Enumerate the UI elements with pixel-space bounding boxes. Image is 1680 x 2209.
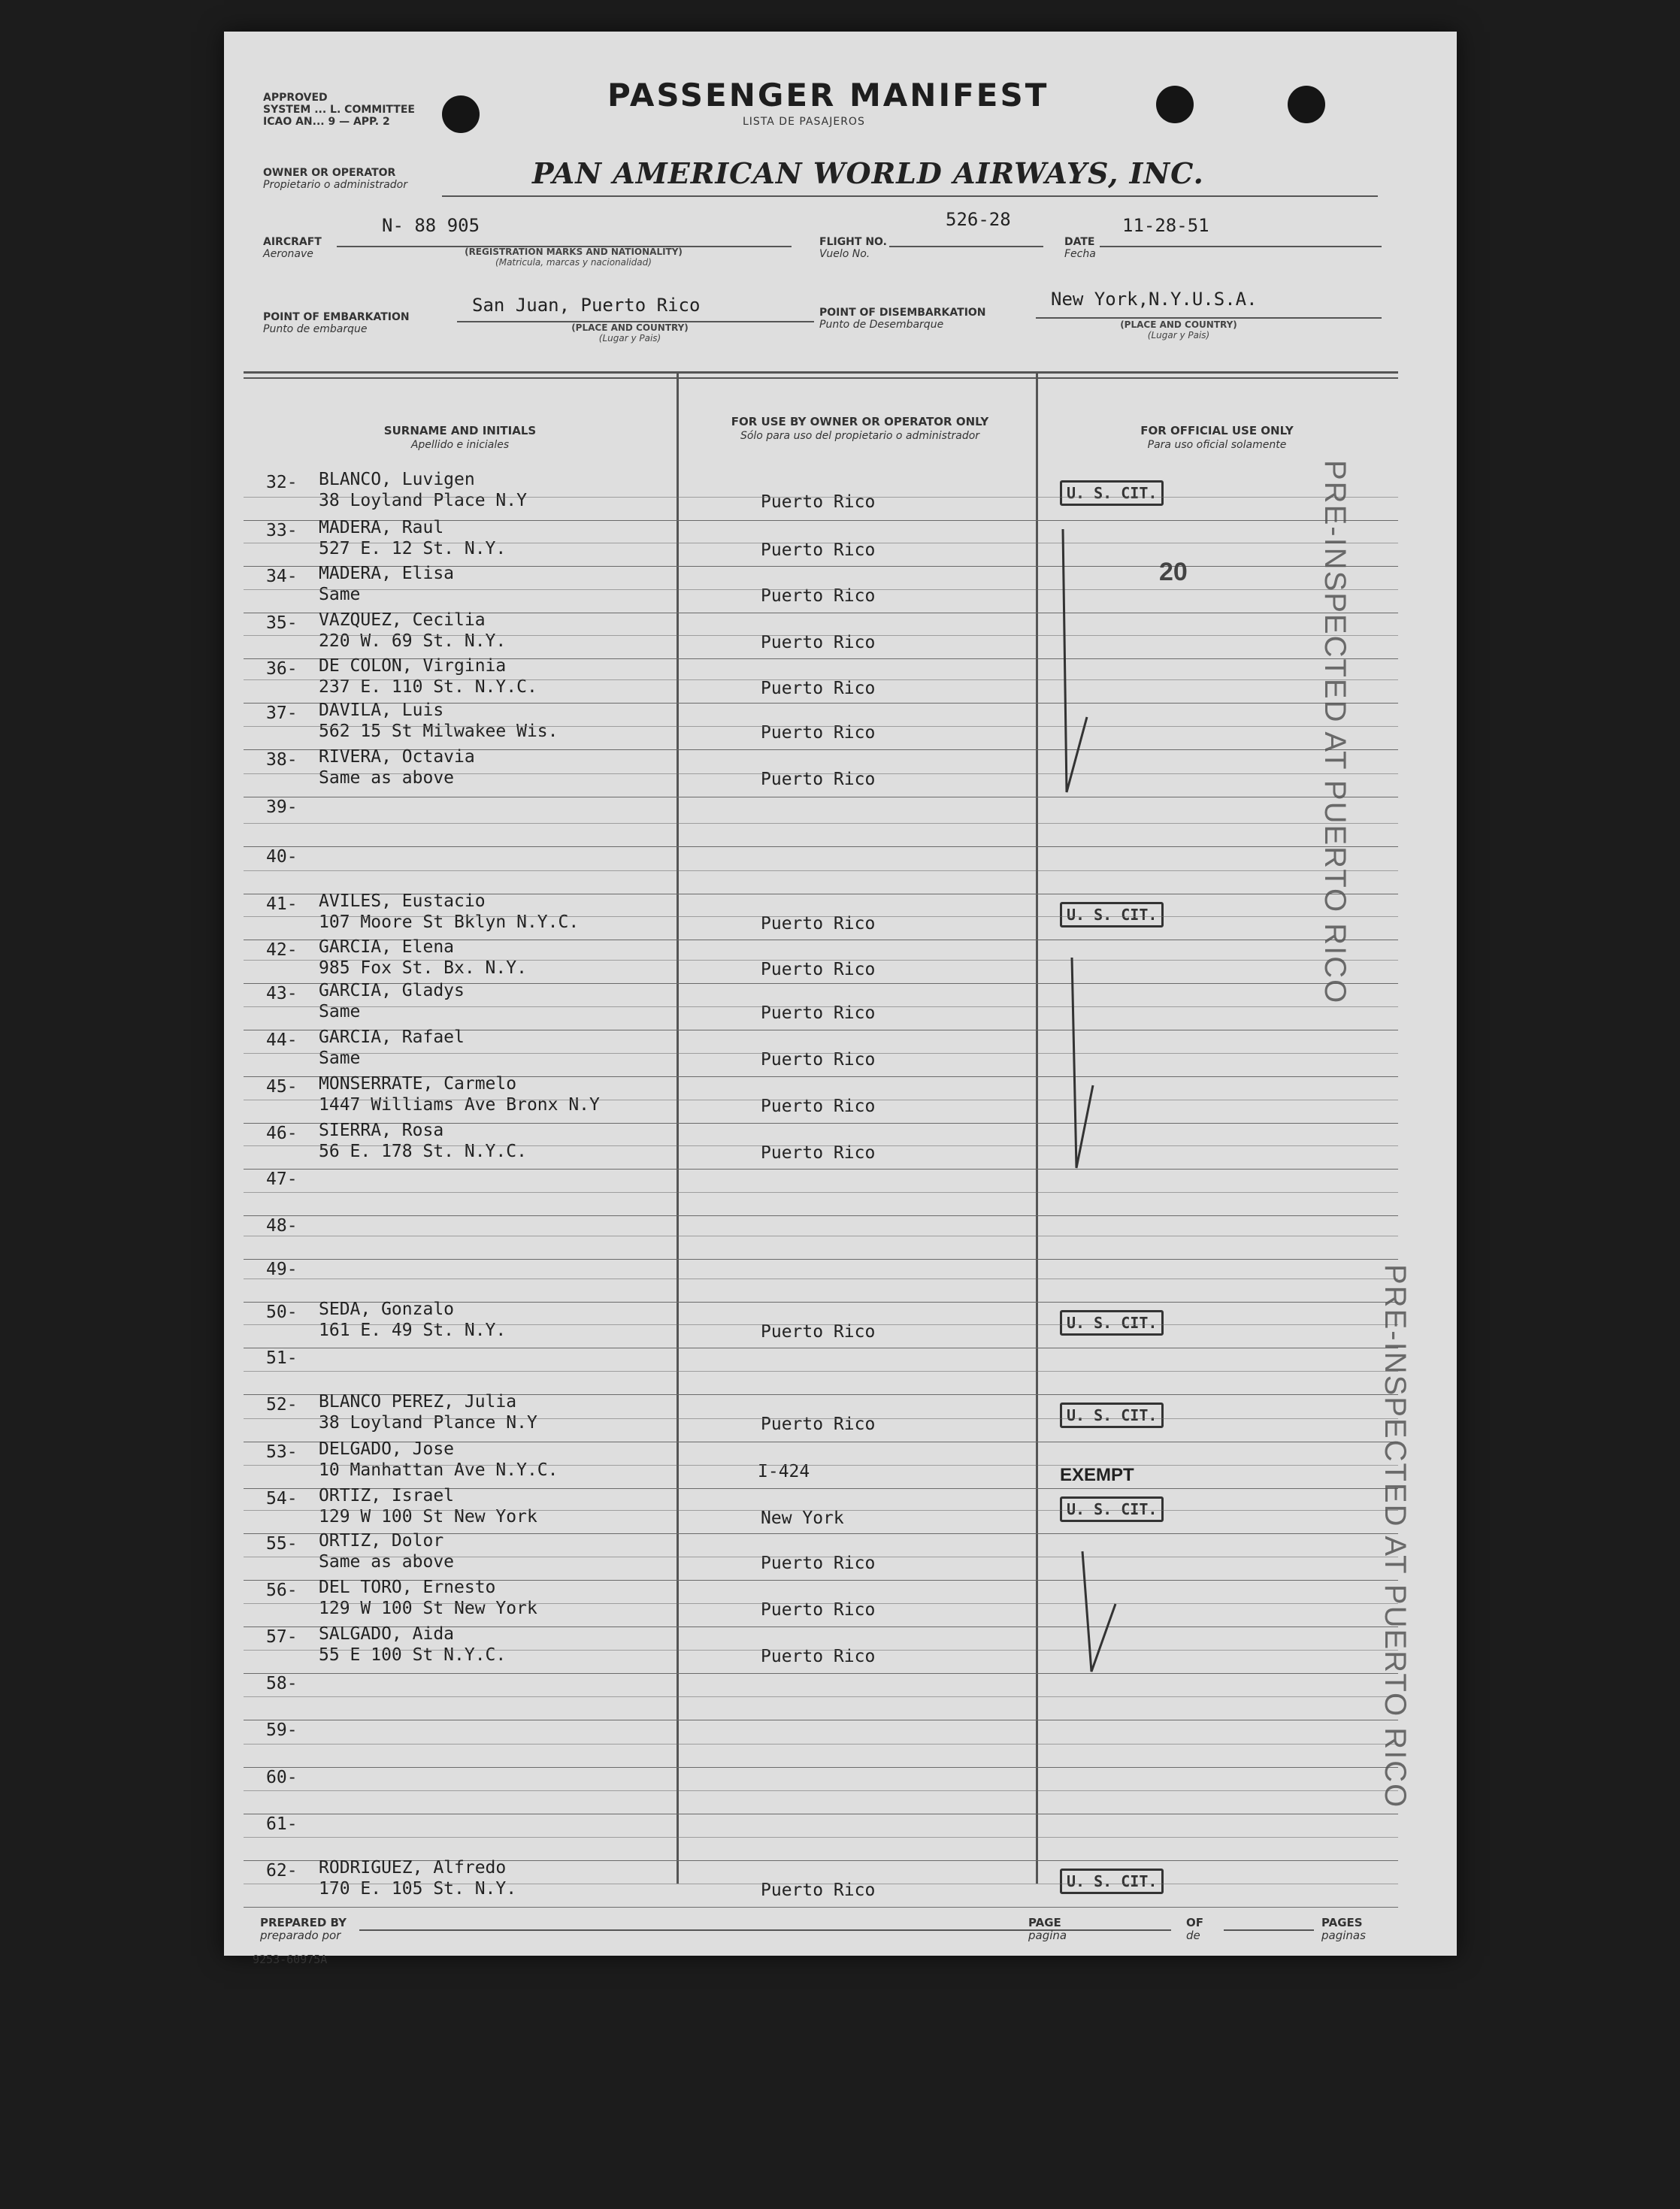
row-number: 54- [266,1489,298,1508]
page-label: PAGE pagina [1028,1916,1067,1942]
row-number: 33- [266,521,298,540]
passenger-address: 129 W 100 St New York [319,1507,537,1527]
form-number: 9253-60975A [253,1953,328,1966]
approval-note: APPROVED SYSTEM ... L. COMMITTEE ICAO AN... 9 — APP. 2 [263,92,415,129]
row-number: 57- [266,1627,298,1647]
punch-hole [1288,86,1325,123]
table-row [244,1392,1398,1442]
passenger-address: 237 E. 110 St. N.Y.C. [319,677,537,697]
flight-label: FLIGHT NO. Vuelo No. [819,236,887,261]
disembark-label: POINT OF DISEMBARKATION Punto de Desembarque [819,307,986,331]
disembark-value: New York,N.Y.U.S.A. [1051,289,1258,310]
row-number: 49- [266,1260,298,1279]
table-row [244,1439,1398,1489]
passenger-address: 55 E 100 St N.Y.C. [319,1645,507,1665]
origin-note: I-424 [758,1462,810,1481]
exempt-mark: EXEMPT [1060,1465,1134,1485]
passenger-name: GARCIA, Elena [319,937,455,957]
passenger-name: GARCIA, Gladys [319,981,465,1000]
table-row [244,1624,1398,1674]
row-number: 44- [266,1030,298,1050]
disembark-caption: (PLACE AND COUNTRY) (Lugar y Pais) [1120,319,1237,340]
aircraft-caption: (REGISTRATION MARKS AND NATIONALITY) (Matricula, marcas y nacionalidad) [465,247,683,268]
passenger-address: 38 Loyland Plance N.Y [319,1413,537,1433]
row-number: 36- [266,659,298,679]
table-row [244,847,1398,894]
row-number: 58- [266,1674,298,1693]
preinspected-stamp: PRE-INSPECTED AT PUERTO RICO [1318,460,1352,1005]
table-row [244,1858,1398,1908]
punch-hole [442,95,480,133]
origin-note: Puerto Rico [761,1600,876,1620]
row-number: 39- [266,797,298,817]
passenger-address: 170 E. 105 St. N.Y. [319,1879,517,1899]
origin-note: Puerto Rico [761,1322,876,1342]
pages-label: PAGES paginas [1321,1916,1366,1942]
row-number: 47- [266,1170,298,1189]
row-number: 40- [266,847,298,867]
passenger-address: 985 Fox St. Bx. N.Y. [319,958,527,978]
embark-label: POINT OF EMBARKATION Punto de embarque [263,311,410,336]
passenger-address: 107 Moore St Bklyn N.Y.C. [319,912,580,932]
count-annotation: 20 [1159,558,1188,586]
passenger-address: 129 W 100 St New York [319,1599,537,1618]
aircraft-label: AIRCRAFT Aeronave [263,236,322,261]
table-row [244,1486,1398,1534]
origin-note: Puerto Rico [761,1003,876,1023]
passenger-name: DELGADO, Jose [319,1439,455,1459]
table-row [244,981,1398,1030]
row-number: 62- [266,1861,298,1881]
origin-note: Puerto Rico [761,586,876,606]
row-number: 50- [266,1303,298,1322]
row-number: 59- [266,1720,298,1740]
passenger-name: MONSERRATE, Carmelo [319,1074,517,1094]
passenger-name: SALGADO, Aida [319,1624,455,1644]
table-row [244,1814,1398,1861]
passenger-name: DAVILA, Luis [319,701,444,720]
citizen-stamp: U. S. CIT. [1060,1403,1164,1428]
passenger-name: DE COLON, Virginia [319,656,507,676]
header-owner-use: FOR USE BY OWNER OR OPERATOR ONLY Sólo para uso del propietario o administrador [731,415,989,442]
date-label: DATE Fecha [1064,236,1096,261]
passenger-address: Same [319,585,361,604]
origin-note: Puerto Rico [761,1647,876,1666]
operator-name: PAN AMERICAN WORLD AIRWAYS, INC. [532,156,1204,190]
table-row [244,1674,1398,1720]
origin-note: Puerto Rico [761,492,876,512]
aircraft-value: N- 88 905 [382,215,480,236]
origin-note: New York [761,1508,844,1528]
table-row [244,937,1398,984]
passenger-name: ORTIZ, Dolor [319,1531,444,1551]
table-row [244,1768,1398,1814]
embark-caption: (PLACE AND COUNTRY) (Lugar y Pais) [571,322,689,343]
table-row [244,1531,1398,1581]
origin-note: Puerto Rico [761,1097,876,1116]
passenger-name: SIERRA, Rosa [319,1121,444,1140]
passenger-address: 38 Loyland Place N.Y [319,491,527,510]
row-number: 45- [266,1077,298,1097]
passenger-address: 220 W. 69 St. N.Y. [319,631,507,651]
origin-note: Puerto Rico [761,770,876,789]
date-value: 11-28-51 [1122,215,1209,236]
passenger-address: Same [319,1049,361,1068]
row-number: 60- [266,1768,298,1787]
passenger-name: MADERA, Elisa [319,564,455,583]
row-number: 53- [266,1442,298,1462]
table-row [244,1170,1398,1216]
passenger-address: 1447 Williams Ave Bronx N.Y [319,1095,600,1115]
row-number: 52- [266,1395,298,1415]
origin-note: Puerto Rico [761,679,876,698]
table-row [244,1348,1398,1395]
header-surname: SURNAME AND INITIALS Apellido e iniciales [383,424,537,451]
row-number: 41- [266,894,298,914]
page-title: PASSENGER MANIFEST [607,77,1049,113]
passenger-address: 56 E. 178 St. N.Y.C. [319,1142,527,1161]
table-row [244,564,1398,613]
passenger-address: 562 15 St Milwakee Wis. [319,722,558,741]
passenger-name: ORTIZ, Israel [319,1486,455,1505]
origin-note: Puerto Rico [761,1881,876,1900]
passenger-address: Same as above [319,768,455,788]
row-number: 55- [266,1534,298,1554]
of-label: OF de [1186,1916,1203,1942]
origin-note: Puerto Rico [761,1050,876,1070]
table-row [244,656,1398,704]
passenger-name: GARCIA, Rafael [319,1027,465,1047]
table-row [244,1121,1398,1170]
row-number: 38- [266,750,298,770]
table-row [244,1578,1398,1627]
row-number: 51- [266,1348,298,1368]
passenger-address: 10 Manhattan Ave N.Y.C. [319,1460,558,1480]
origin-note: Puerto Rico [761,723,876,743]
citizen-stamp: U. S. CIT. [1060,902,1164,927]
row-number: 46- [266,1124,298,1143]
row-number: 56- [266,1581,298,1600]
table-row [244,470,1398,521]
punch-hole [1156,86,1194,123]
row-number: 37- [266,704,298,723]
passenger-name: RODRIGUEZ, Alfredo [319,1858,507,1878]
embark-value: San Juan, Puerto Rico [472,295,701,316]
table-row [244,1216,1398,1260]
passenger-name: BLANCO, Luvigen [319,470,475,489]
passenger-name: BLANCO PEREZ, Julia [319,1392,517,1412]
passenger-name: MADERA, Raul [319,518,444,537]
preinspected-stamp: PRE-INSPECTED AT PUERTO RICO [1379,1264,1412,1809]
header-official-use: FOR OFFICIAL USE ONLY Para uso oficial solamente [1140,424,1294,451]
row-number: 42- [266,940,298,960]
citizen-stamp: U. S. CIT. [1060,480,1164,506]
passenger-address: Same as above [319,1552,455,1572]
passenger-address: 527 E. 12 St. N.Y. [319,539,507,558]
table-row [244,1720,1398,1768]
row-number: 43- [266,984,298,1003]
manifest-sheet [224,32,1457,1966]
table-row [244,610,1398,659]
table-row [244,701,1398,750]
page-subtitle: LISTA DE PASAJEROS [743,116,865,128]
origin-note: Puerto Rico [761,633,876,652]
passenger-name: AVILES, Eustacio [319,891,486,911]
row-number: 48- [266,1216,298,1236]
passenger-name: DEL TORO, Ernesto [319,1578,496,1597]
passenger-name: VAZQUEZ, Cecilia [319,610,486,630]
citizen-stamp: U. S. CIT. [1060,1310,1164,1336]
passenger-table [244,371,1398,1900]
table-row [244,1074,1398,1124]
passenger-address: Same [319,1002,361,1021]
table-row [244,797,1398,847]
flight-value: 526-28 [946,209,1011,230]
row-number: 61- [266,1814,298,1834]
origin-note: Puerto Rico [761,540,876,560]
origin-note: Puerto Rico [761,1415,876,1434]
passenger-name: SEDA, Gonzalo [319,1300,455,1319]
row-number: 35- [266,613,298,633]
table-row [244,1260,1398,1303]
origin-note: Puerto Rico [761,1554,876,1573]
row-number: 34- [266,567,298,586]
origin-note: Puerto Rico [761,914,876,934]
table-row [244,747,1398,797]
citizen-stamp: U. S. CIT. [1060,1496,1164,1522]
row-number: 32- [266,473,298,492]
owner-label: OWNER OR OPERATOR Propietario o administrador [263,167,407,192]
citizen-stamp: U. S. CIT. [1060,1869,1164,1894]
table-row [244,1027,1398,1077]
origin-note: Puerto Rico [761,960,876,979]
table-row [244,1300,1398,1348]
passenger-name: RIVERA, Octavia [319,747,475,767]
passenger-address: 161 E. 49 St. N.Y. [319,1321,507,1340]
prepared-by-label: PREPARED BY preparado por [260,1916,347,1942]
origin-note: Puerto Rico [761,1143,876,1163]
table-row [244,891,1398,940]
table-row [244,518,1398,567]
